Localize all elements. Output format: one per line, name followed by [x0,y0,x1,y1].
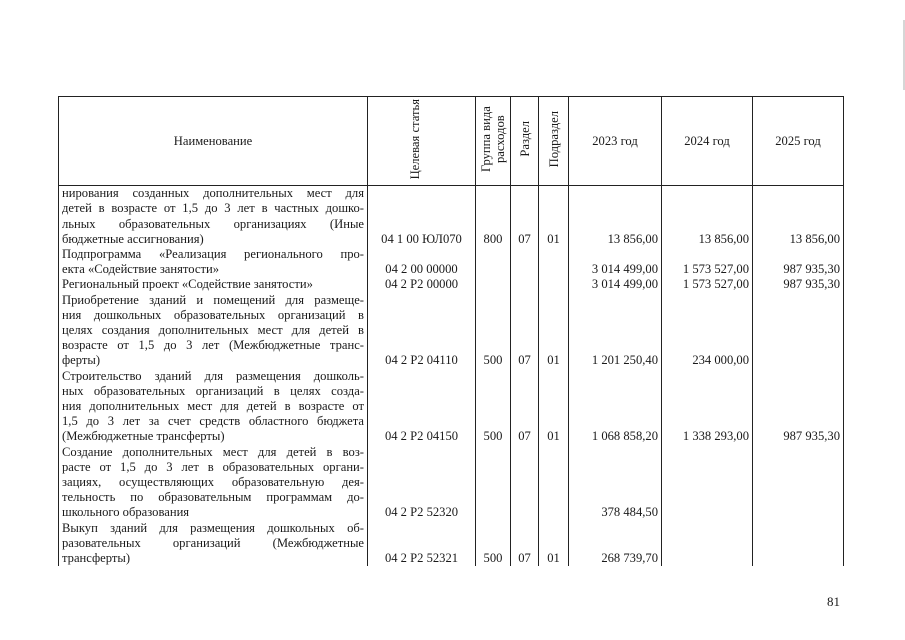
header-2023-text: 2023 год [592,133,638,148]
table-body [59,186,844,567]
row-name-line: льных образовательных организациях (Иные [62,216,364,231]
row-subsection: 01 [539,369,569,445]
row-name-line: Подпрограмма «Реализация регионального про- [62,247,364,262]
header-section-text: Раздел [517,121,532,157]
row-subsection: 01 [539,293,569,369]
row-name [59,369,368,445]
row-section: 07 [511,521,539,567]
header-2024-text: 2024 год [684,133,730,148]
header-name-text: Наименование [173,133,253,148]
row-value-2024: 13 856,00 [662,186,753,247]
row-section: 07 [511,186,539,247]
row-subsection [539,247,569,277]
row-name-line: Создание дополнительных мест для детей в воз- [62,444,364,459]
row-group: 500 [476,293,511,369]
row-target: 04 2 P2 04150 [368,369,476,445]
row-name-line: Приобретение зданий и помещений для размеще- [62,292,364,307]
row-value-2024: 234 000,00 [662,293,753,369]
header-subsection-text: Подраздел [546,110,561,168]
row-value-2023: 3 014 499,00 [569,277,662,292]
row-section [511,247,539,277]
row-name-line: ния дополнительных мест для детей в возрасте от [62,399,364,414]
row-value-2025: 987 935,30 [753,247,844,277]
row-subsection [539,277,569,292]
row-value-2023: 3 014 499,00 [569,247,662,277]
budget-table [58,96,844,566]
row-value-2025 [753,445,844,521]
row-name-line: зациях, осуществляющих образовательную дея- [62,475,364,490]
row-value-2024: 1 573 527,00 [662,247,753,277]
table-row [59,293,844,369]
header-group [476,97,511,186]
table-header-row [59,97,844,186]
row-name-line: 1,5 до 3 лет за счет средств областного бюджета [62,414,364,429]
row-name [59,445,368,521]
row-group: 800 [476,186,511,247]
row-name-line: ферты) [62,353,101,368]
row-name-line: школьного образования [62,505,190,520]
row-target: 04 2 P2 04110 [368,293,476,369]
row-section [511,445,539,521]
row-group: 500 [476,521,511,567]
header-subsection [539,97,569,186]
row-subsection [539,445,569,521]
row-name-line: екта «Содействие занятости» [62,262,219,277]
table-row [59,445,844,521]
row-value-2025: 987 935,30 [753,277,844,292]
row-value-2024: 1 338 293,00 [662,369,753,445]
row-name [59,277,368,292]
row-value-2025 [753,521,844,567]
row-target: 04 2 P2 52320 [368,445,476,521]
row-name-line: Выкуп зданий для размещения дошкольных об- [62,520,364,535]
row-name-line: ния дошкольных образовательных организаций в [62,307,364,322]
header-group-text: Группа вида расходов [479,106,507,172]
row-value-2025: 987 935,30 [753,369,844,445]
header-section [511,97,539,186]
row-target: 04 2 00 00000 [368,247,476,277]
header-2025-text: 2025 год [775,133,821,148]
row-section [511,277,539,292]
row-name-line: (Межбюджетные трансферты) [62,429,225,444]
row-target: 04 2 P2 52321 [368,521,476,567]
row-name [59,186,368,247]
row-name-line: расте от 1,5 до 3 лет в образовательных органи- [62,459,364,474]
table-row [59,186,844,247]
row-value-2025: 13 856,00 [753,186,844,247]
row-section: 07 [511,293,539,369]
row-value-2024 [662,445,753,521]
page-number: 81 [827,594,840,609]
row-name-line: Строительство зданий для размещения дошколь- [62,368,364,383]
row-name [59,521,368,567]
row-name-line: разовательных организаций (Межбюджетные [62,535,364,550]
row-value-2025 [753,293,844,369]
row-target: 04 2 P2 00000 [368,277,476,292]
header-name [59,97,368,186]
row-name-line: нирования созданных дополнительных мест для [62,186,364,201]
row-name-line: трансферты) [62,551,131,566]
row-name-line: детей в возрасте от 1,5 до 3 лет в частных дошко- [62,201,364,216]
row-name [59,247,368,277]
header-target [368,97,476,186]
table-row [59,369,844,445]
row-value-2024 [662,521,753,567]
row-value-2023: 378 484,50 [569,445,662,521]
row-name-line: бюджетные ассигнования) [62,231,204,246]
row-name-line: Региональный проект «Содействие занятости» [62,277,313,292]
row-value-2023: 13 856,00 [569,186,662,247]
row-name-line: целях создания дополнительных мест для детей в [62,323,364,338]
table-row [59,277,844,292]
row-group [476,277,511,292]
row-name-line: тельность по образовательным программам до- [62,490,364,505]
row-group [476,247,511,277]
row-name-line: ных образовательных организаций в целях созда- [62,383,364,398]
row-value-2023: 1 201 250,40 [569,293,662,369]
header-2025 [753,97,844,186]
row-name-line: возрасте от 1,5 до 3 лет (Межбюджетные транс- [62,338,364,353]
row-subsection: 01 [539,186,569,247]
table-row [59,247,844,277]
row-name [59,293,368,369]
header-2024 [662,97,753,186]
row-target: 04 1 00 ЮЛ070 [368,186,476,247]
header-target-text: Целевая статья [407,98,422,180]
row-group [476,445,511,521]
row-value-2023: 1 068 858,20 [569,369,662,445]
table-row [59,521,844,567]
row-value-2024: 1 573 527,00 [662,277,753,292]
row-value-2023: 268 739,70 [569,521,662,567]
row-group: 500 [476,369,511,445]
row-subsection: 01 [539,521,569,567]
row-section: 07 [511,369,539,445]
header-2023 [569,97,662,186]
